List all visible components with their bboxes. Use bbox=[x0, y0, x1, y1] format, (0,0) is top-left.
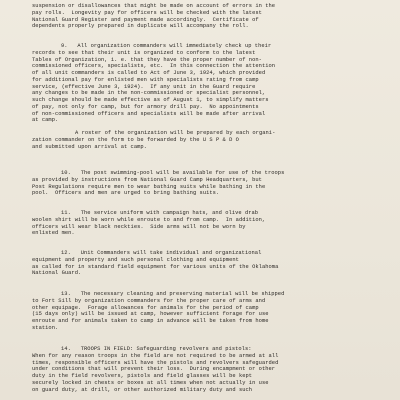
paragraph-9 bbox=[32, 43, 390, 124]
text-line: Tables of Organization, i. e. that they have the proper number of non- bbox=[32, 56, 262, 63]
text-line: any changes to be made in the non-commissioned or specialist personnel, bbox=[32, 90, 266, 97]
text-line: pool. Officers and men are urged to bring bathing suits. bbox=[32, 190, 220, 197]
text-line: 9. All organization commanders will immediately check up their bbox=[61, 43, 272, 49]
text-line: as called for in standard field equipment for various units of the Oklahoma bbox=[32, 263, 279, 270]
text-line: 13. The necessary cleaning and preserving material will be shipped bbox=[61, 291, 285, 297]
text-line: pay rolls. Longevity pay for officers will be checked with the latest bbox=[32, 9, 262, 16]
text-line: station. bbox=[32, 324, 59, 331]
text-line: officers will wear black neckties. Side arms will not be worn by bbox=[32, 223, 246, 230]
paragraph-pay-rolls bbox=[32, 3, 390, 30]
text-line: dependents properly prepared in duplicate will accompany the roll. bbox=[32, 23, 249, 30]
text-line: commissioned officers, specialists, etc. In this connection the attention bbox=[32, 63, 276, 70]
paragraph-13 bbox=[32, 291, 390, 332]
text-line: 10. The post swimming-pool will be available for use of the troops bbox=[61, 170, 285, 176]
text-line: service, (effective June 3, 1924). If any unit in the Guard require bbox=[32, 83, 256, 90]
text-line: equipment and property and such personal clothing and equipment bbox=[32, 256, 239, 263]
text-line: securely locked in chests or boxes at all times when not actually in use bbox=[32, 379, 269, 386]
text-line: other equipage. Forage allowances for animals for the period of camp bbox=[32, 304, 259, 311]
text-line: records to see that their unit is organized to conform to the latest bbox=[32, 49, 256, 56]
text-line: (15 days only) will be issued at camp, however sufficient forage for use bbox=[32, 311, 269, 318]
paragraph-14 bbox=[32, 346, 390, 393]
text-line: such change should be made effective as of August 1, to simplify matters bbox=[32, 97, 269, 103]
text-line: under conditions that will prevent their loss. During encampment or other bbox=[32, 366, 276, 373]
text-line: as provided by instructions from National Guard Camp Headquarters, but bbox=[32, 176, 262, 183]
text-line: woolen shirt will be worn while enroute to and from camp. In addition, bbox=[32, 216, 266, 223]
paragraph-roster bbox=[32, 130, 390, 150]
text-line: for additional pay for enlisted men with specialists rating from camp bbox=[32, 76, 259, 83]
text-line: of non-commissioned officers and specialists will be made after arrival bbox=[32, 110, 266, 117]
text-line: Post Regulations require men to wear bathing suits while bathing in the bbox=[32, 183, 266, 190]
text-line: When for any reason troops in the field are not required to be armed at all bbox=[32, 352, 279, 359]
text-line: duty in the field revolvers, pistols and field glasses will be kept bbox=[32, 373, 253, 379]
text-line: 14. TROOPS IN FIELD: Safeguarding revolvers and pistols: bbox=[61, 346, 252, 352]
text-line: National Guard. bbox=[32, 270, 82, 277]
text-line: enroute and for animals taken to camp in advance will be taken from home bbox=[32, 318, 269, 324]
text-line: A roster of the organization will be prepared by each organi- bbox=[75, 130, 276, 136]
text-line: to Fort Sill by organization commanders for the proper care of arms and bbox=[32, 297, 266, 304]
text-line: National Guard Register and payment made accordingly. Certificate of bbox=[32, 16, 259, 23]
text-line: at camp. bbox=[32, 117, 59, 124]
paragraph-12 bbox=[32, 250, 390, 277]
paragraph-11 bbox=[32, 210, 390, 237]
text-line: of all unit commanders is called to Act of June 3, 1924, which provided bbox=[32, 70, 266, 76]
text-line: suspension or disallowances that might be made on account of errors in the bbox=[32, 3, 276, 9]
text-line: zation commander on the form to be forwarded by the U S P & D O bbox=[32, 136, 239, 143]
text-line: enlisted men. bbox=[32, 230, 75, 237]
text-line: 11. The service uniform with campaign hats, and olive drab bbox=[61, 210, 259, 216]
text-line: 12. Unit Commanders will take individual and organizational bbox=[61, 250, 262, 256]
text-line: times, responsible officers will have the pistols and revolvers safeguarded bbox=[32, 359, 279, 366]
text-line: of pay, not only for camp, but for armory drill pay. No appointments bbox=[32, 103, 259, 110]
text-line: and submitted upon arrival at camp. bbox=[32, 143, 147, 150]
paragraph-10 bbox=[32, 170, 390, 197]
text-line: on guard duty, at drill, or other authorized military duty and such bbox=[32, 386, 253, 393]
